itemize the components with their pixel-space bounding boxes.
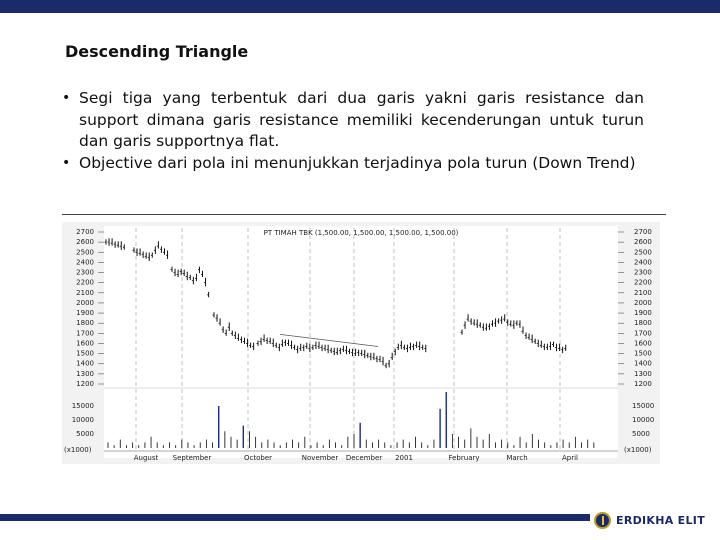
month-label: February [448,454,480,462]
price-tick-label: 1300 [634,369,652,378]
month-label: August [133,454,159,462]
volume-unit-label: (x1000) [624,446,652,454]
month-label: April [562,454,578,462]
price-tick-label: 1300 [76,369,94,378]
price-tick-label: 2700 [76,228,94,236]
chart-title: PT TIMAH TBK (1,500.00, 1,500.00, 1,500.00, 1,500.00) [263,229,459,237]
footer-logo [594,510,705,530]
volume-tick-label: 15000 [71,402,94,410]
price-tick-label: 1400 [634,359,652,368]
price-tick-label: 2200 [76,278,94,287]
price-tick-label: 1800 [76,319,94,328]
month-label: 2001 [395,454,413,462]
price-tick-label: 1400 [76,359,94,368]
price-tick-label: 2700 [634,228,652,236]
price-tick-label: 2100 [76,288,94,297]
price-tick-label: 1700 [76,329,94,338]
bullet-list [62,88,644,174]
volume-tick-label: 5000 [632,430,650,438]
price-tick-label: 2600 [634,238,652,247]
stock-chart [62,222,660,464]
price-tick-label: 1200 [76,380,94,388]
bullet-text: Objective dari pola ini menunjukkan terjadinya pola turun (Down Trend) [79,153,636,172]
month-label: September [172,454,212,462]
volume-tick-label: 10000 [632,416,655,424]
bottom-bar [0,514,590,521]
price-tick-label: 1900 [76,309,94,318]
price-tick-label: 1500 [634,349,652,358]
bullet-text: Segi tiga yang terbentuk dari dua garis yakni garis resistance dan support dimana garis resistance memiliki kecenderungan untuk turun dan garis supportnya flat. [79,89,644,150]
bullet-dot-icon: • [62,90,71,106]
price-tick-label: 2000 [634,298,652,307]
price-tick-label: 2400 [634,258,652,267]
price-tick-label: 1700 [634,329,652,338]
month-axis [134,454,578,462]
price-tick-label: 1600 [76,339,94,348]
bullet-item [62,153,644,175]
top-bar [0,0,720,13]
volume-tick-label: 15000 [632,402,655,410]
volume-tick-label: 10000 [71,416,94,424]
bullet-item [62,88,644,153]
slide-title: Descending Triangle [65,42,249,61]
price-tick-label: 1800 [634,319,652,328]
price-tick-label: 2100 [634,288,652,297]
price-tick-label: 1500 [76,349,94,358]
volume-unit-label: (x1000) [64,446,92,454]
price-tick-label: 1900 [634,309,652,318]
volume-tick-label: 5000 [76,430,94,438]
price-tick-label: 2500 [76,248,94,257]
month-label: October [243,454,273,462]
price-tick-label: 2200 [634,278,652,287]
month-label: March [506,454,528,462]
price-tick-label: 1200 [634,380,652,388]
bullet-dot-icon: • [62,154,71,171]
brand-logo-icon [594,512,611,529]
price-tick-label: 2300 [76,268,94,277]
price-tick-label: 2500 [634,248,652,257]
price-tick-label: 2600 [76,238,94,247]
month-label: December [345,454,383,462]
price-tick-label: 2300 [634,268,652,277]
price-tick-label: 2000 [76,298,94,307]
price-tick-label: 1600 [634,339,652,348]
price-tick-label: 2400 [76,258,94,267]
separator-line [62,214,666,215]
brand-name: ERDIKHA ELIT [616,513,706,527]
month-label: November [301,454,339,462]
